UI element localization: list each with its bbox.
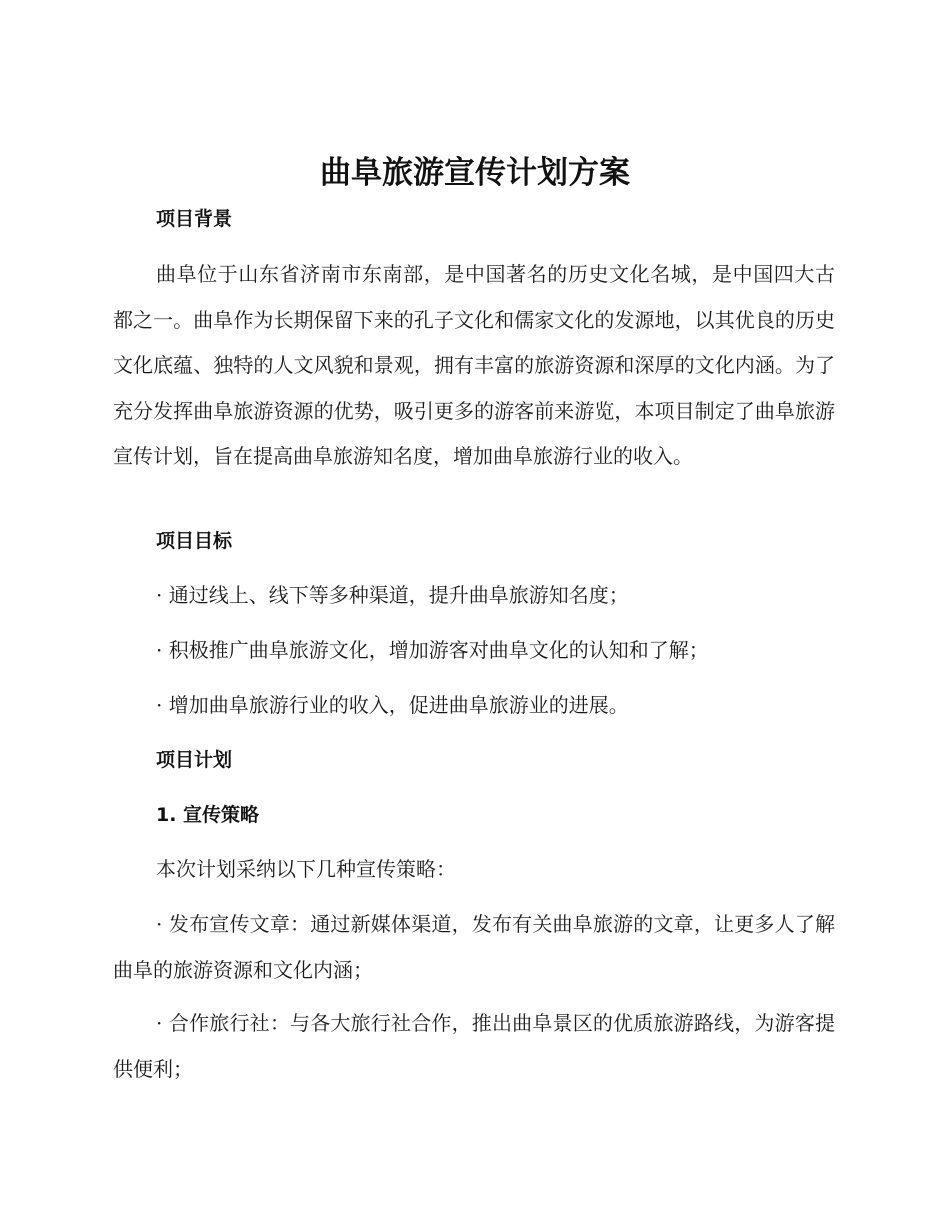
strategy-line: · 合作旅行社：与各大旅行社合作，推出曲阜景区的优质旅游路线，为 [156, 1011, 775, 1035]
background-line: 览，本项目制定了曲阜旅游宣传计划，旨在提高曲阜旅游知名度，增加曲阜 [113, 398, 836, 468]
section-heading-goals: 项目目标 [156, 530, 233, 552]
strategy-line: 游客提供便利； [113, 1011, 836, 1081]
background-line: 优良的历史文化底蕴、独特的人文风貌和景观，拥有丰富的旅游资源和深厚 [113, 307, 836, 377]
section-heading-background: 项目背景 [156, 208, 233, 230]
goal-item: · 积极推广曲阜旅游文化，增加游客对曲阜文化的认知和了解； [156, 638, 709, 662]
background-line: 旅游行业的收入。 [533, 444, 693, 468]
plan-subheading-strategy: 1. 宣传策略 [156, 804, 260, 826]
strategy-line: 人了解曲阜的旅游资源和文化内涵； [113, 912, 836, 982]
background-line: 曲阜位于山东省济南市东南部，是中国著名的历史文化名城，是中国四 [156, 262, 795, 286]
section-heading-plan: 项目计划 [156, 749, 233, 771]
plan-intro: 本次计划采纳以下几种宣传策略： [156, 857, 456, 881]
background-line: 大古都之一。曲阜作为长期保留下来的孔子文化和儒家文化的发源地，以其 [113, 262, 835, 332]
strategy-item [113, 902, 835, 993]
strategy-line: · 发布宣传文章：通过新媒体渠道，发布有关曲阜旅游的文章，让更多 [156, 912, 775, 936]
document-title: 曲阜旅游宣传计划方案 [320, 155, 630, 191]
goal-item: · 增加曲阜旅游行业的收入，促进曲阜旅游业的进展。 [156, 693, 629, 717]
background-paragraph [113, 252, 835, 480]
strategy-item [113, 1001, 835, 1092]
goal-item: · 通过线上、线下等多种渠道，提升曲阜旅游知名度； [156, 583, 629, 607]
background-line: 的文化内涵。为了充分发挥曲阜旅游资源的优势，吸引更多的游客前来游 [113, 353, 836, 423]
